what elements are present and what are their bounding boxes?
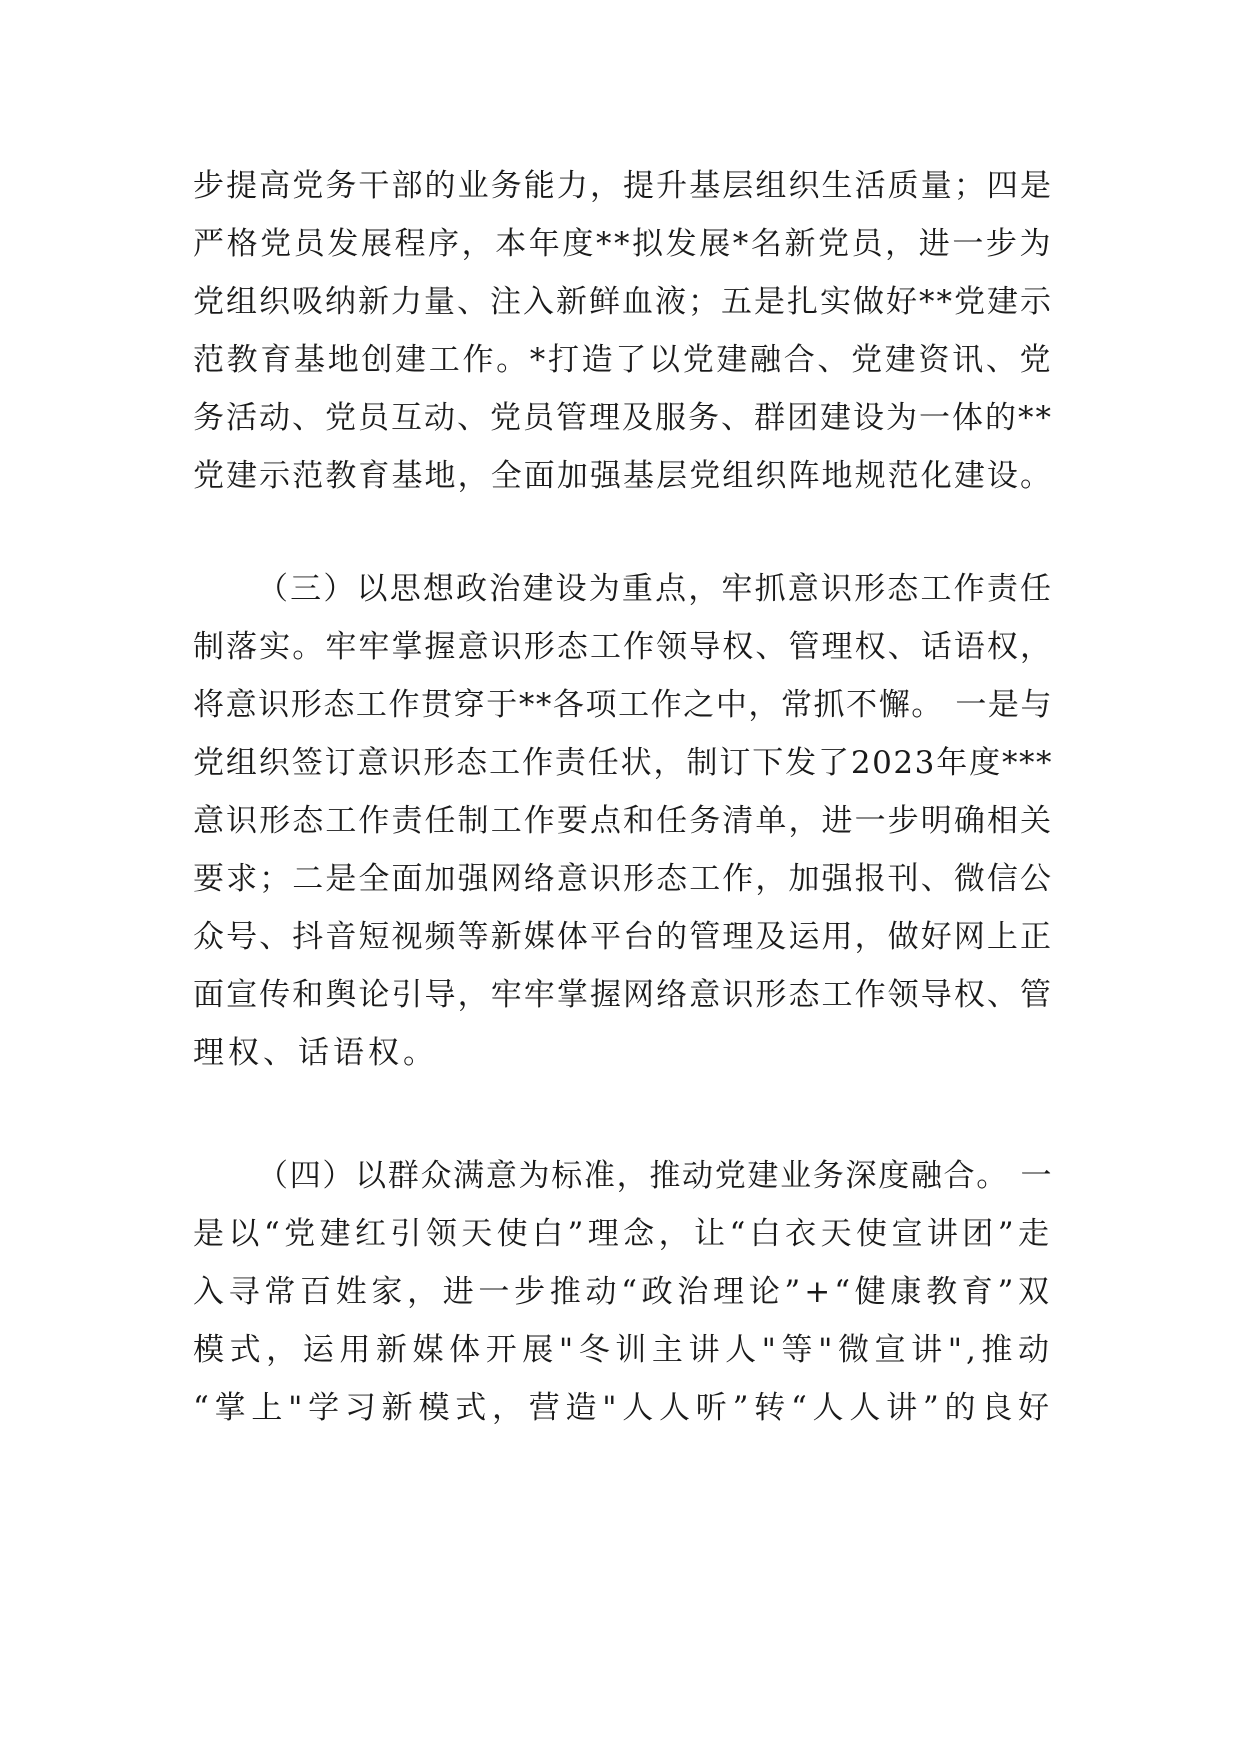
paragraph-party-member-development xyxy=(193,157,1053,505)
section-heading-line: （四）以群众满意为标准，推动党建业务深度融合。 一 xyxy=(257,1158,1053,1194)
text-line: 制落实。牢牢掌握意识形态工作领导权、管理权、话语权， xyxy=(193,629,1053,665)
text-line: 范教育基地创建工作。*打造了以党建融合、党建资讯、党 xyxy=(193,342,1053,378)
text-line: 意识形态工作责任制工作要点和任务清单，进一步明确相关 xyxy=(193,803,1053,839)
text-line: 众号、抖音短视频等新媒体平台的管理及运用，做好网上正 xyxy=(193,919,1053,955)
text-line: 党建示范教育基地，全面加强基层党组织阵地规范化建设。 xyxy=(193,458,1053,494)
text-line: 党组织签订意识形态工作责任状，制订下发了2023年度*** xyxy=(193,745,1053,781)
text-line: 严格党员发展程序，本年度**拟发展*名新党员，进一步为 xyxy=(193,226,1053,262)
text-line: 步提高党务干部的业务能力，提升基层组织生活质量；四是 xyxy=(193,168,1053,204)
text-line: “掌上"学习新模式，营造"人人听”转“人人讲”的良好 xyxy=(193,1390,1053,1426)
paragraph-public-satisfaction xyxy=(193,1147,1053,1437)
paragraph-ideology-work xyxy=(193,560,1053,1082)
text-line: 入寻常百姓家，进一步推动“政治理论”+“健康教育”双 xyxy=(193,1274,1053,1310)
text-line: 要求；二是全面加强网络意识形态工作，加强报刊、微信公 xyxy=(193,861,1053,897)
section-heading-line: （三）以思想政治建设为重点，牢抓意识形态工作责任 xyxy=(257,571,1053,607)
text-line: 将意识形态工作贯穿于**各项工作之中，常抓不懈。 一是与 xyxy=(193,687,1053,723)
text-line: 模式，运用新媒体开展"冬训主讲人"等"微宣讲",推动 xyxy=(193,1332,1053,1368)
text-line: 面宣传和舆论引导，牢牢掌握网络意识形态工作领导权、管 xyxy=(193,977,1053,1013)
text-line: 是以“党建红引领天使白”理念，让“白衣天使宣讲团”走 xyxy=(193,1216,1053,1252)
text-line: 理权、话语权。 xyxy=(193,1035,438,1071)
text-line: 党组织吸纳新力量、注入新鲜血液；五是扎实做好**党建示 xyxy=(193,284,1053,320)
text-line: 务活动、党员互动、党员管理及服务、群团建设为一体的** xyxy=(193,400,1053,436)
